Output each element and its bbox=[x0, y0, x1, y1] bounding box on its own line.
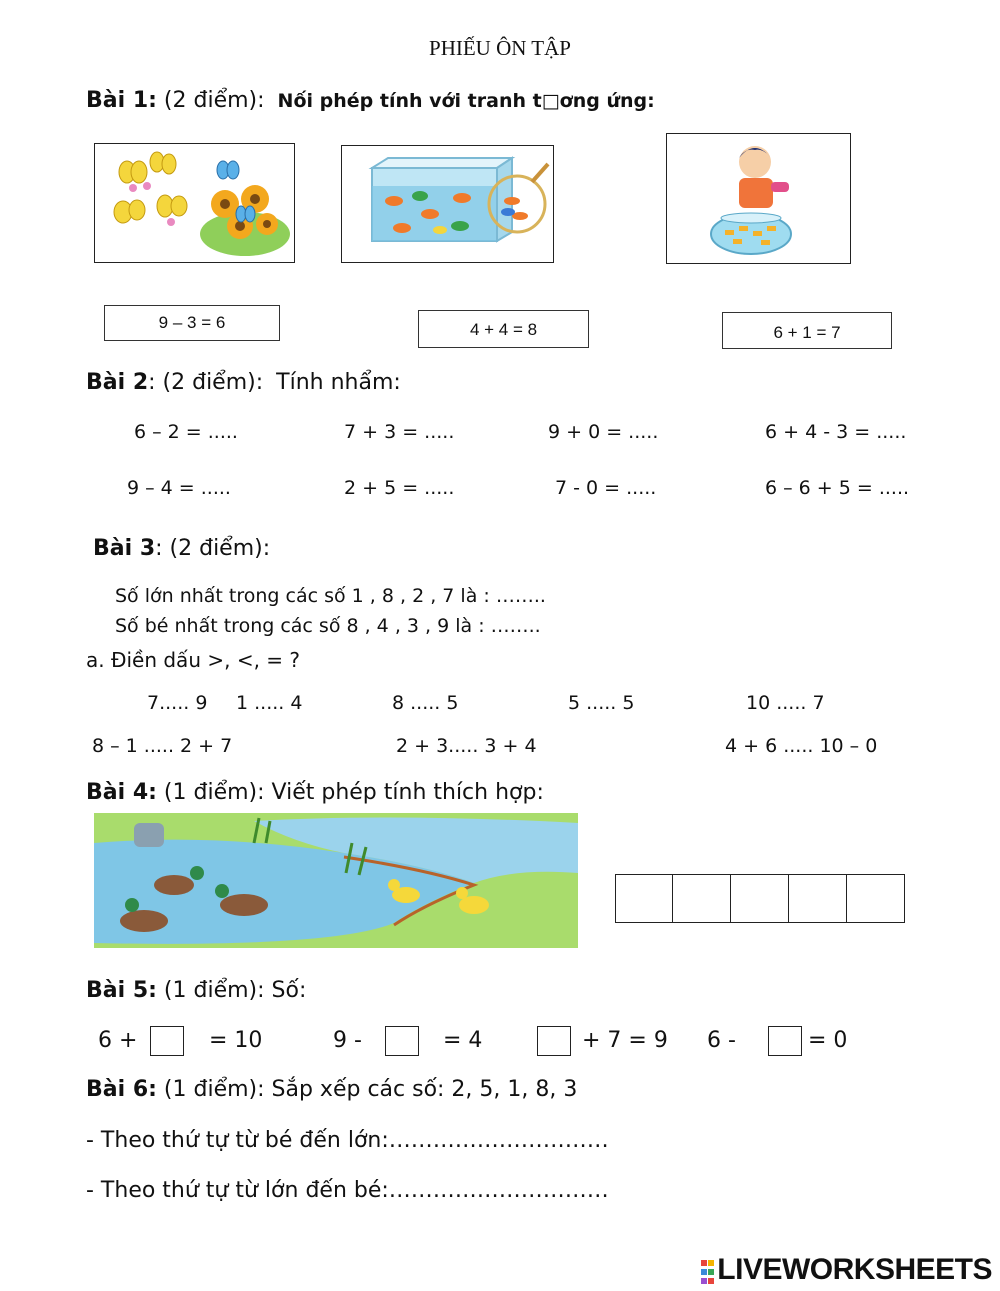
compare-8[interactable]: 4 + 6 ..... 10 – 0 bbox=[725, 735, 878, 757]
bai4-heading bbox=[86, 780, 544, 805]
bai2-r2c4[interactable]: 6 – 6 + 5 = ..... bbox=[765, 477, 910, 499]
butterflies-illustration bbox=[95, 144, 294, 262]
bai2-instruction: Tính nhẩm: bbox=[276, 370, 401, 395]
bai5-heading bbox=[86, 978, 306, 1003]
bai5-eq2-right: = 4 bbox=[443, 1028, 483, 1053]
bai2-heading bbox=[86, 370, 401, 395]
bai6-points: (1 điểm): Sắp xếp các số: 2, 5, 1, 8, 3 bbox=[163, 1077, 578, 1102]
bai2-label: Bài 2 bbox=[86, 370, 149, 395]
bai1-points: (2 điểm): bbox=[163, 88, 265, 113]
bai3-largest-question[interactable]: Số lớn nhất trong các số 1 , 8 , 2 , 7 là : …….. bbox=[115, 585, 546, 607]
bai2-r1c3[interactable]: 9 + 0 = ..... bbox=[548, 421, 659, 443]
bai5-eq1-right: = 10 bbox=[209, 1028, 263, 1053]
liveworksheets-logo bbox=[701, 1253, 992, 1287]
bai5-blank-3[interactable] bbox=[537, 1026, 571, 1056]
bai6-descending[interactable]: - Theo thứ tự từ lớn đến bé:………………………… bbox=[86, 1178, 609, 1203]
ducks-picture bbox=[94, 813, 578, 948]
answer-box-3[interactable] bbox=[730, 874, 789, 923]
bai2-r1c2[interactable]: 7 + 3 = ..... bbox=[344, 421, 455, 443]
bai5-blank-4[interactable] bbox=[768, 1026, 802, 1056]
bai5-eq3-right: + 7 = 9 bbox=[582, 1028, 668, 1053]
bai2-r1c1[interactable]: 6 – 2 = ..... bbox=[134, 421, 238, 443]
compare-4[interactable]: 5 ..... 5 bbox=[568, 692, 635, 714]
bai3-part-a: a. Điền dấu >, <, = ? bbox=[86, 648, 301, 672]
compare-5[interactable]: 10 ..... 7 bbox=[746, 692, 825, 714]
bai2-points: : (2 điểm): bbox=[148, 370, 264, 395]
bai5-eq4-right: = 0 bbox=[808, 1028, 848, 1053]
answer-box-2[interactable] bbox=[672, 874, 731, 923]
answer-box-1[interactable] bbox=[615, 874, 673, 923]
bai3-smallest-question[interactable]: Số bé nhất trong các số 8 , 4 , 3 , 9 là : …….. bbox=[115, 615, 541, 637]
logo-text: LIVEWORKSHEETS bbox=[717, 1253, 992, 1286]
bai5-points: (1 điểm): Số: bbox=[163, 978, 307, 1003]
bai1-label: Bài 1: bbox=[86, 88, 157, 113]
fish-tank-illustration bbox=[342, 146, 553, 262]
bai1-heading bbox=[86, 88, 655, 113]
equation-box-2[interactable]: 4 + 4 = 8 bbox=[418, 310, 589, 348]
bai3-points: : (2 điểm): bbox=[155, 536, 271, 561]
bai6-heading bbox=[86, 1077, 577, 1102]
bai5-blank-1[interactable] bbox=[150, 1026, 184, 1056]
answer-box-4[interactable] bbox=[788, 874, 847, 923]
equation-box-3[interactable]: 6 + 1 = 7 bbox=[722, 312, 892, 349]
compare-3[interactable]: 8 ..... 5 bbox=[392, 692, 459, 714]
bai3-label: Bài 3 bbox=[93, 536, 156, 561]
compare-6[interactable]: 8 – 1 ..... 2 + 7 bbox=[92, 735, 233, 757]
equation-box-1[interactable]: 9 – 3 = 6 bbox=[104, 305, 280, 341]
bai2-r2c2[interactable]: 2 + 5 = ..... bbox=[344, 477, 455, 499]
ducks-illustration bbox=[94, 813, 578, 948]
boy-fishbowl-picture[interactable] bbox=[666, 133, 851, 264]
butterflies-picture[interactable] bbox=[94, 143, 295, 263]
bai5-blank-2[interactable] bbox=[385, 1026, 419, 1056]
bai5-eq1-left: 6 + bbox=[98, 1028, 138, 1053]
bai6-ascending[interactable]: - Theo thứ tự từ bé đến lớn:………………………… bbox=[86, 1128, 609, 1153]
bai5-label: Bài 5: bbox=[86, 978, 157, 1003]
bai4-points: (1 điểm): Viết phép tính thích hợp: bbox=[163, 780, 544, 805]
bai5-eq4-left: 6 - bbox=[707, 1028, 736, 1053]
page-title: PHIẾU ÔN TẬP bbox=[429, 36, 571, 60]
fish-tank-picture[interactable] bbox=[341, 145, 554, 263]
bai1-instruction: Nối phép tính với tranh t□ơng ứng: bbox=[277, 90, 655, 112]
bai5-eq2-left: 9 - bbox=[333, 1028, 362, 1053]
bai6-label: Bài 6: bbox=[86, 1077, 157, 1102]
answer-box-5[interactable] bbox=[846, 874, 905, 923]
logo-blocks-icon bbox=[701, 1258, 715, 1285]
compare-7[interactable]: 2 + 3..... 3 + 4 bbox=[396, 735, 537, 757]
boy-fishbowl-illustration bbox=[667, 134, 850, 263]
bai2-r1c4[interactable]: 6 + 4 - 3 = ..... bbox=[765, 421, 907, 443]
bai4-label: Bài 4: bbox=[86, 780, 157, 805]
bai3-heading bbox=[93, 536, 270, 561]
compare-2[interactable]: 1 ..... 4 bbox=[236, 692, 303, 714]
bai2-r2c1[interactable]: 9 – 4 = ..... bbox=[127, 477, 231, 499]
bai2-r2c3[interactable]: 7 - 0 = ..... bbox=[555, 477, 657, 499]
compare-1[interactable]: 7..... 9 bbox=[147, 692, 208, 714]
